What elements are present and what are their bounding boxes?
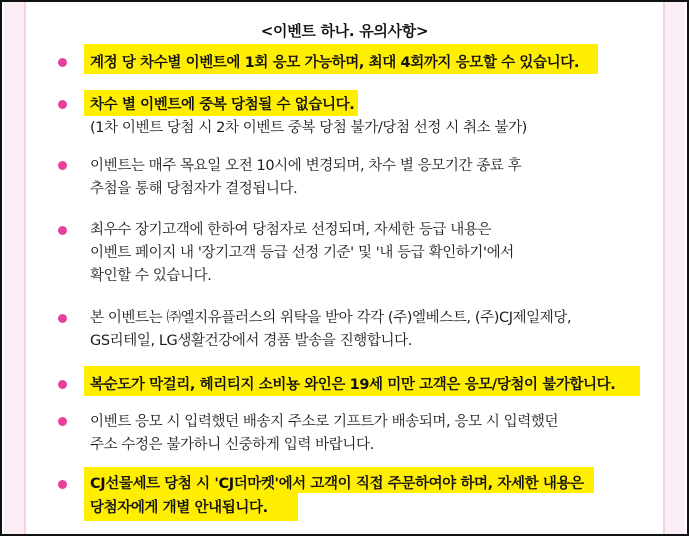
notice-line: 최우수 장기고객에 한하여 당첨자로 선정되며, 자세한 등급 내용은 (90, 222, 492, 238)
notice-line: 복순도가 막걸리, 헤리티지 소비뇽 와인은 19세 미만 고객은 응모/당첨이 불가합니다. (90, 377, 616, 393)
notice-line: 계정 당 차수별 이벤트에 1회 응모 가능하며, 최대 4회까지 응모할 수 있습니다. (90, 55, 579, 71)
bullet-icon (58, 480, 67, 489)
notice-line: 이벤트 페이지 내 '장기고객 등급 선정 기준' 및 '내 등급 확인하기'에서 (90, 245, 514, 261)
notice-line: 이벤트는 매주 목요일 오전 10시에 변경되며, 차수 별 응모기간 종료 후 (90, 158, 522, 174)
notice-line: 차수 별 이벤트에 중복 당첨될 수 없습니다. (90, 97, 355, 113)
notice-line: 추첨을 통해 당첨자가 결정됩니다. (90, 181, 298, 197)
notice-line: 이벤트 응모 시 입력했던 배송지 주소로 기프트가 배송되며, 응모 시 입력했던 (90, 414, 559, 430)
bullet-icon (58, 100, 67, 109)
notice-line: CJ선물세트 당첨 시 'CJ더마켓'에서 고객이 직접 주문하여야 하며, 자세한 내용은 (90, 476, 584, 492)
notice-line: 확인할 수 있습니다. (90, 268, 212, 284)
notice-line: 당첨자에게 개별 안내됩니다. (90, 500, 268, 516)
bullet-icon (58, 380, 67, 389)
bullet-icon (58, 226, 67, 235)
notice-line: GS리테일, LG생활건강에서 경품 발송을 진행합니다. (90, 333, 412, 349)
notice-line: 본 이벤트는 ㈜엘지유플러스의 위탁을 받아 각각 (주)엘베스트, (주)CJ제일제당, (90, 310, 572, 326)
notice-list (2, 2, 687, 534)
bullet-icon (58, 161, 67, 170)
notice-title: <이벤트 하나. 유의사항> (260, 22, 429, 40)
notice-line: 주소 수정은 불가하니 신중하게 입력 바랍니다. (90, 437, 374, 453)
notice-line: (1차 이벤트 당첨 시 2차 이벤트 중복 당첨 불가/당첨 선정 시 취소 불가) (90, 120, 527, 136)
bullet-icon (58, 417, 67, 426)
bullet-icon (58, 58, 67, 67)
bullet-icon (58, 314, 67, 323)
